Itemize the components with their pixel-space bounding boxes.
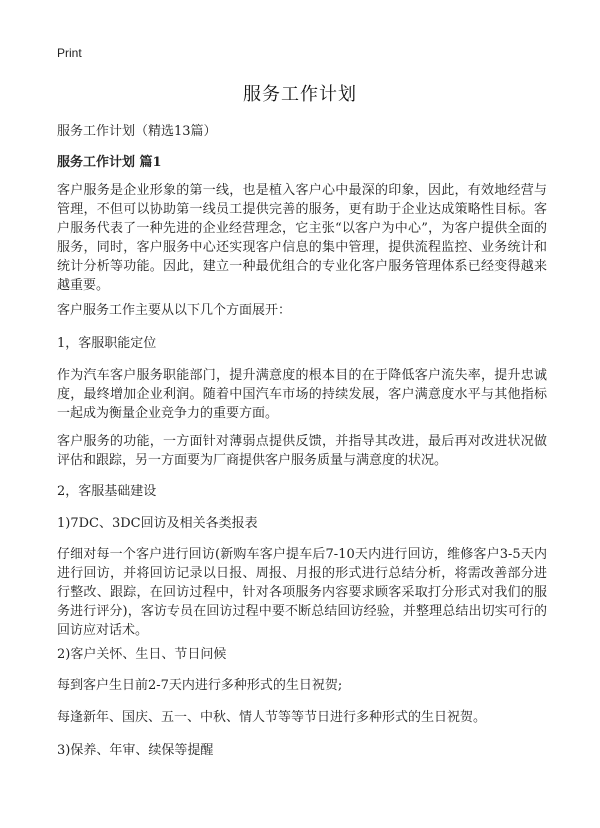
list-heading-2: 2，客服基础建设	[57, 484, 157, 499]
paragraph-intro: 客户服务是企业形象的第一线，也是植入客户心中最深的印象，因此，有效地经营与管理，不但可以协助第一线员工提供完善的服务，更有助于企业达成策略性目标。客户服务代表了一种先进的企业经营理念，它主张“以客户为中心”，为客户提供全面的服务，同时，客户服务中心还实现客户信息的集中管理，提供流程监控、业务统计和统计分析等功能。因此，建立一种最优组合的专业化客户服务管理体系已经变得越来越重要。	[57, 183, 547, 293]
paragraph-holiday: 每逢新年、国庆、五一、中秋、情人节等等节日进行多种形式的生日祝贺。	[57, 710, 487, 725]
list-heading-1: 1，客服职能定位	[57, 336, 157, 351]
sub-heading-1: 1)7DC、3DC回访及相关各类报表	[57, 516, 258, 531]
section-heading: 服务工作计划 篇1	[57, 155, 162, 170]
paragraph-role: 作为汽车客户服务职能部门，提升满意度的根本目的在于降低客户流失率，提升忠诚度，最终增加企业利润。随着中国汽车市场的持续发展，客户满意度水平与其他指标一起成为衡量企业竞争力的重要方面。	[57, 368, 547, 421]
paragraph-birthday: 每到客户生日前2-7天内进行多种形式的生日祝贺;	[57, 678, 343, 693]
print-link[interactable]: Print	[57, 46, 82, 60]
page-title: 服务工作计划	[243, 84, 357, 105]
sub-heading-2: 2)客户关怀、生日、节日问候	[57, 647, 227, 662]
paragraph-callback: 仔细对每一个客户进行回访(新购车客户提车后7-10天内进行回访，维修客户3-5天内进行回访，并将回访记录以日报、周报、月报的形式进行总结分析，将需改善部分进行整改、跟踪，在回访过程中，针对各项服务内容要求顾客采取打分形式对我们的服务进行评分)，客访专员在回访过程中要不断总结回访经验，并整理总结出切实可行的回访应对话术。	[57, 547, 547, 638]
document-subtitle: 服务工作计划（精选13篇）	[57, 124, 217, 139]
paragraph-overview: 客户服务工作主要从以下几个方面展开：	[57, 303, 292, 318]
paragraph-function: 客户服务的功能，一方面针对薄弱点提供反馈，并指导其改进，最后再对改进状况做评估和跟踪，另一方面要为厂商提供客户服务质量与满意度的状况。	[57, 434, 547, 468]
sub-heading-3: 3)保养、年审、续保等提醒	[57, 743, 214, 758]
